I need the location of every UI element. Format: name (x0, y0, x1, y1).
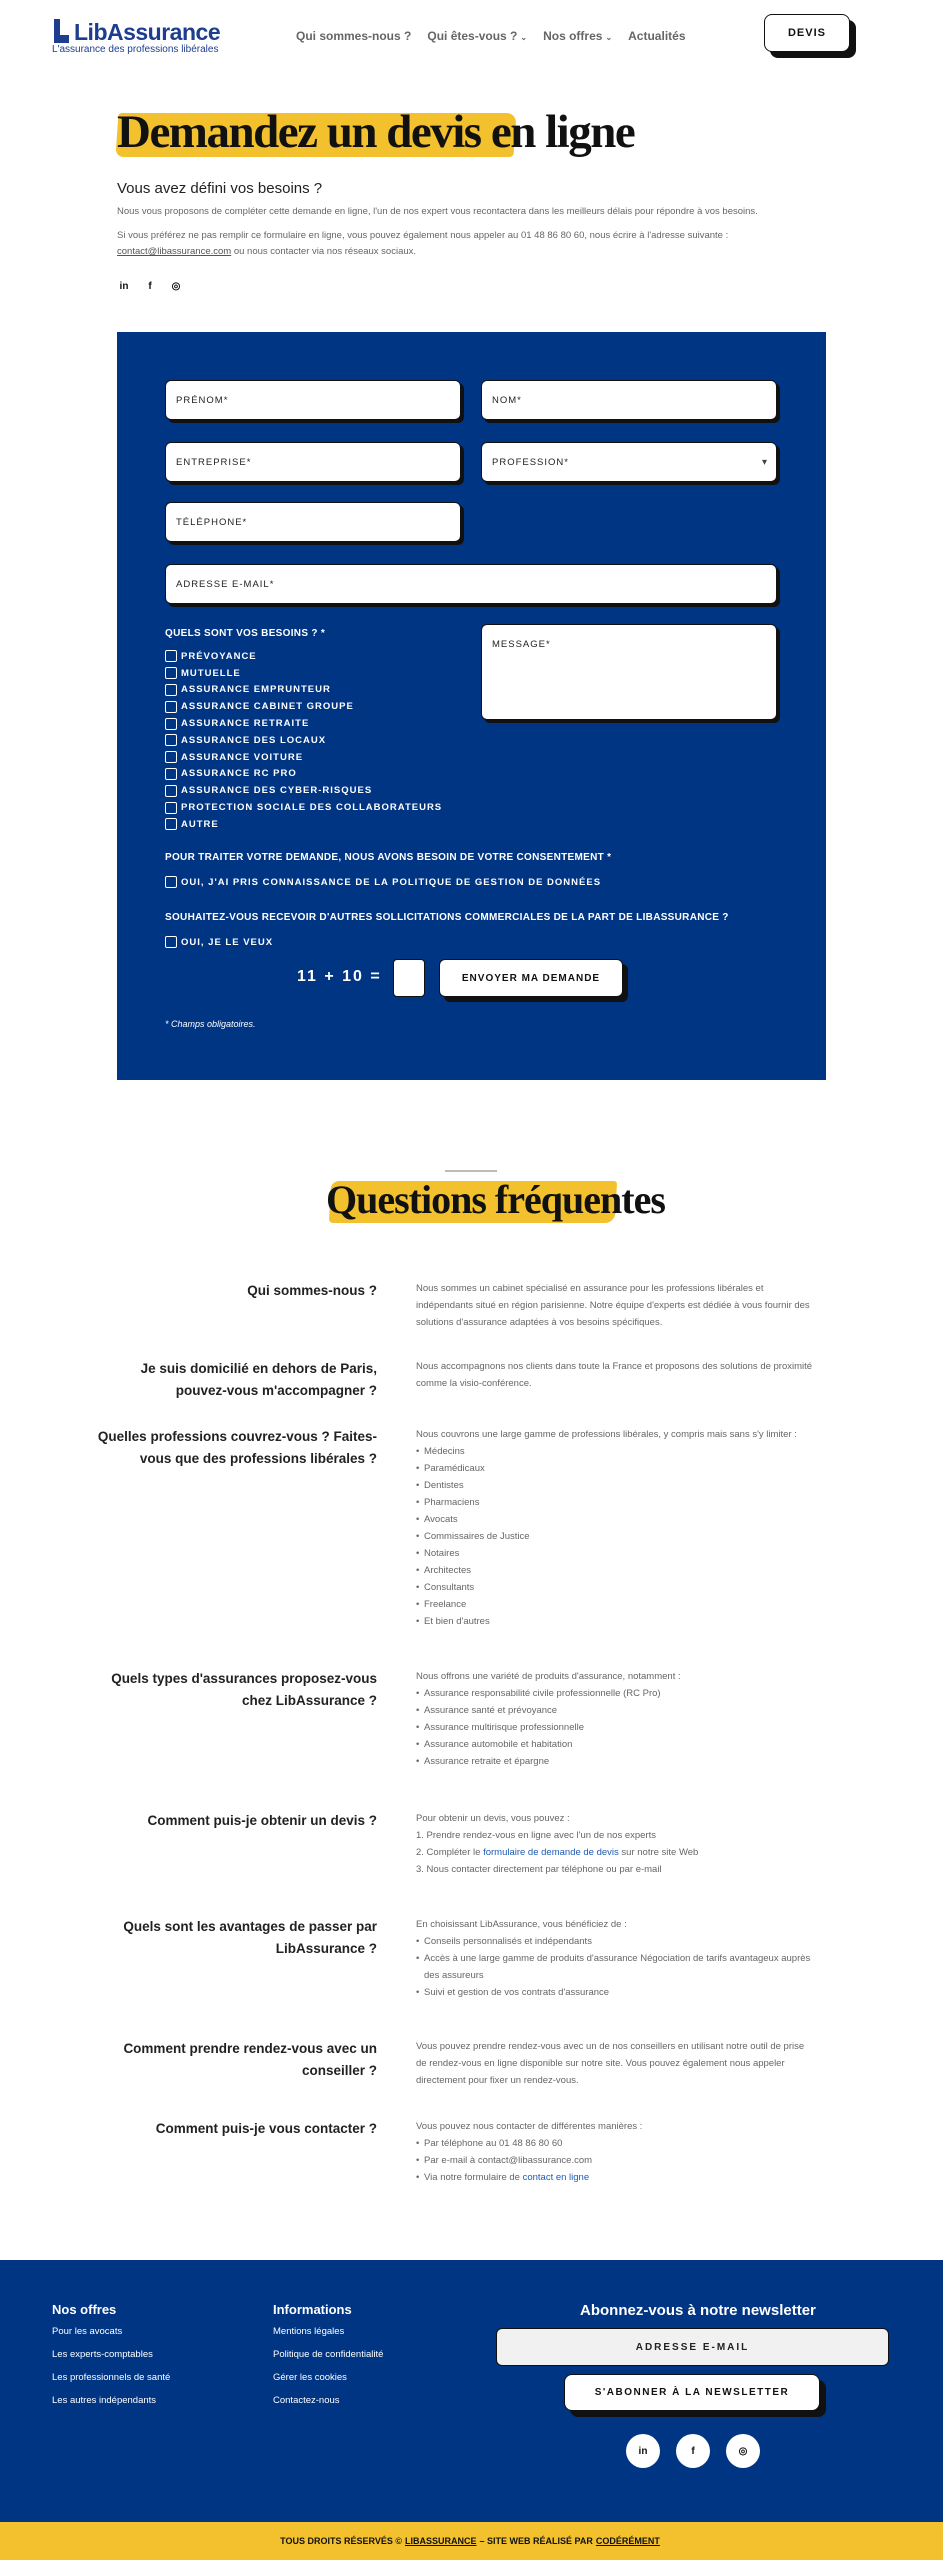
instagram-icon[interactable]: ◎ (726, 2434, 760, 2468)
checkbox-icon (165, 785, 177, 797)
logo-icon (52, 19, 70, 43)
checkbox-icon (165, 701, 177, 713)
checkbox-option[interactable]: MUTUELLE (165, 665, 442, 682)
checkbox-icon (165, 768, 177, 780)
checkbox-icon (165, 734, 177, 746)
newsletter-email-input[interactable]: ADRESSE E-MAIL (496, 2328, 889, 2366)
checkbox-icon (165, 650, 177, 662)
solicit-checkbox[interactable]: OUI, JE LE VEUX (165, 934, 273, 951)
nav-item-nos-offres[interactable]: Nos offres ⌄ (543, 29, 613, 43)
besoins-checkboxes (165, 648, 442, 833)
facebook-icon[interactable]: f (148, 280, 152, 292)
facebook-icon[interactable]: f (676, 2434, 710, 2468)
email-input[interactable]: ADRESSE E-MAIL* (165, 564, 777, 604)
site-header (0, 0, 943, 72)
footer-link[interactable]: Les professionnels de santé (52, 2372, 171, 2383)
footer-link[interactable]: Mentions légales (273, 2326, 345, 2337)
checkbox-icon (165, 684, 177, 696)
footer-link[interactable]: Gérer les cookies (273, 2372, 347, 2383)
checkbox-option[interactable]: ASSURANCE CABINET GROUPE (165, 698, 442, 715)
logo-text: LibAssurance (74, 19, 221, 45)
agency-link[interactable]: CODÉRÉMENT (595, 2536, 660, 2546)
submit-button[interactable]: ENVOYER MA DEMANDE (439, 959, 623, 997)
divider (445, 1170, 497, 1172)
mandatory-note: * Champs obligatoires. (165, 1019, 256, 1029)
checkbox-icon (165, 876, 177, 888)
nav-item-actualites[interactable]: Actualités (628, 29, 686, 43)
checkbox-icon (165, 718, 177, 730)
hero-subtitle: Vous avez défini vos besoins ? (117, 180, 323, 197)
footer-info-title: Informations (273, 2302, 352, 2317)
checkbox-option[interactable]: ASSURANCE DES CYBER-RISQUES (165, 782, 442, 799)
consent-checkbox[interactable]: OUI, J'AI PRIS CONNAISSANCE DE LA POLITIQUE DE GESTION DE DONNÉES (165, 874, 601, 891)
hero-social (118, 280, 182, 292)
contact-link[interactable]: contact en ligne (522, 2172, 590, 2183)
checkbox-option[interactable]: ASSURANCE RETRAITE (165, 715, 442, 732)
footer-link[interactable]: Contactez-nous (273, 2395, 340, 2406)
newsletter-title: Abonnez-vous à notre newsletter (580, 2302, 816, 2319)
besoins-label: QUELS SONT VOS BESOINS ? * (165, 628, 326, 639)
faq-answer: Nous accompagnons nos clients dans toute la France et proposons des solutions de proximité comme la visio-conférence. (416, 1361, 813, 1389)
faq-question: Quels sont les avantages de passer par LibAssurance ? (123, 1919, 377, 1956)
faq-answer: Vous pouvez prendre rendez-vous avec un de nos conseillers en utilisant notre outil de prise de rendez-vous en ligne disponible sur notre site. Vous pouvez également nous appeler directement pour fixer un rendez-vous. (416, 2041, 805, 2086)
checkbox-option[interactable]: PRÉVOYANCE (165, 648, 442, 665)
faq-question: Qui sommes-nous ? (247, 1283, 377, 1298)
profession-select[interactable]: PROFESSION* ▾ (481, 442, 777, 482)
faq-answer: Vous pouvez nous contacter de différentes manières : • Par téléphone au 01 48 86 80 60 • Par e-mail à contact@libassurance.com • Via notre formulaire de contact en ligne (416, 2118, 816, 2186)
telephone-input[interactable]: TÉLÉPHONE* (165, 502, 461, 542)
hero-intro: Nous vous proposons de compléter cette demande en ligne, l'un de nos expert vous recontactera dans les meilleurs délais pour répondre à vos besoins. (117, 206, 758, 217)
checkbox-icon (165, 818, 177, 830)
checkbox-icon (165, 667, 177, 679)
faq-answer: Nous sommes un cabinet spécialisé en assurance pour les professions libérales et indépendants situé en région parisienne. Notre équipe d'experts est dédiée à vous fournir des solutions d'assurance adaptées à vos besoins spécifiques. (416, 1283, 810, 1328)
footer-link[interactable]: Pour les avocats (52, 2326, 123, 2337)
quote-form (117, 332, 826, 1080)
faq-question: Quelles professions couvrez-vous ? Faites-vous que des professions libérales ? (97, 1429, 377, 1466)
checkbox-option[interactable]: ASSURANCE DES LOCAUX (165, 732, 442, 749)
entreprise-input[interactable]: ENTREPRISE* (165, 442, 461, 482)
faq-title: Questions fréquentes (326, 1177, 665, 1222)
checkbox-option[interactable]: ASSURANCE RC PRO (165, 766, 442, 783)
nom-input[interactable]: NOM* (481, 380, 777, 420)
checkbox-icon (165, 936, 177, 948)
devis-form-link[interactable]: formulaire de demande de devis (483, 1847, 619, 1858)
copyright-bar: TOUS DROITS RÉSERVÉS © LIBASSURANCE – SITE WEB RÉALISÉ PAR CODÉRÉMENT (0, 2522, 943, 2560)
nav-item-qui-etes-vous[interactable]: Qui êtes-vous ? ⌄ (427, 29, 528, 43)
footer-link[interactable]: Politique de confidentialité (273, 2349, 384, 2360)
faq-question: Comment prendre rendez-vous avec un conseiller ? (123, 2041, 377, 2078)
nav-item-qui-sommes-nous[interactable]: Qui sommes-nous ? (296, 29, 412, 43)
email-link[interactable]: contact@libassurance.com (117, 246, 232, 257)
consent-label: POUR TRAITER VOTRE DEMANDE, NOUS AVONS BESOIN DE VOTRE CONSENTEMENT * (165, 852, 612, 863)
instagram-icon[interactable]: ◎ (171, 280, 181, 292)
checkbox-option[interactable]: ASSURANCE VOITURE (165, 749, 442, 766)
faq-answer: Pour obtenir un devis, vous pouvez : 1. Prendre rendez-vous en ligne avec l'un de nos experts 2. Compléter le formulaire de demande de devis sur notre site Web 3. Nous contacter directement par téléphone ou par e-mail (416, 1813, 699, 1875)
message-textarea[interactable]: MESSAGE* (481, 624, 777, 720)
devis-button[interactable]: DEVIS (764, 14, 850, 52)
linkedin-icon[interactable]: in (626, 2434, 660, 2468)
checkbox-icon (165, 751, 177, 763)
checkbox-icon (165, 802, 177, 814)
newsletter-subscribe-button[interactable]: S'ABONNER À LA NEWSLETTER (564, 2374, 820, 2411)
footer-link[interactable]: Les experts-comptables (52, 2349, 153, 2360)
hero-contact-text: Si vous préférez ne pas remplir ce formulaire en ligne, vous pouvez également nous appeler au 01 48 86 80 60, nous écrire à l'adresse suivante : contact@libassurance.com ou nous contacter via nos réseaux sociaux. (117, 230, 729, 257)
prenom-input[interactable]: PRÉNOM* (165, 380, 461, 420)
faq-question: Comment puis-je vous contacter ? (155, 2121, 377, 2136)
page-title: Demandez un devis en ligne (117, 106, 635, 158)
captcha-question: 11 + 10 = (297, 968, 382, 985)
copyright-brand-link[interactable]: LIBASSURANCE (404, 2536, 477, 2546)
faq-answer: Nous offrons une variété de produits d'assurance, notamment : • Assurance responsabilité civile professionnelle (RC Pro) • Assurance santé et prévoyance • Assurance multirisque professionnelle • Assurance automobile et habitation • Assurance retraite et épargne (416, 1668, 816, 1770)
linkedin-icon[interactable]: in (119, 280, 129, 292)
faq-title-block (326, 1176, 665, 1223)
hero-title-block (117, 105, 634, 159)
chevron-down-icon: ⌄ (605, 33, 613, 42)
solicit-label: SOUHAITEZ-VOUS RECEVOIR D'AUTRES SOLLICITATIONS COMMERCIALES DE LA PART DE LIBASSURANCE ? (165, 912, 729, 923)
logo-tagline: L'assurance des professions libérales (52, 44, 219, 55)
checkbox-option[interactable]: ASSURANCE EMPRUNTEUR (165, 682, 442, 699)
site-footer (0, 2260, 943, 2522)
faq-answer: Nous couvrons une large gamme de professions libérales, y compris mais sans s'y limiter : • Médecins • Paramédicaux • Dentistes • Pharmaciens • Avocats • Commissaires de Justice • Notaires • Architectes • Consultants • Freelance • Et bien d'autres (416, 1426, 816, 1630)
checkbox-option[interactable]: AUTRE (165, 816, 442, 833)
faq-answer: En choisissant LibAssurance, vous bénéficiez de : • Conseils personnalisés et indépendants • Accès à une large gamme de produits d'assurance Négociation de tarifs avantageux auprès des assureurs • Suivi et gestion de vos contrats d'assurance (416, 1916, 816, 2001)
faq-question: Quels types d'assurances proposez-vous chez LibAssurance ? (111, 1671, 377, 1708)
footer-offres-title: Nos offres (52, 2302, 117, 2317)
chevron-down-icon: ⌄ (520, 33, 528, 42)
main-nav (296, 29, 686, 43)
footer-link[interactable]: Les autres indépendants (52, 2395, 157, 2406)
faq-question: Je suis domicilié en dehors de Paris, pouvez-vous m'accompagner ? (140, 1361, 377, 1398)
captcha-input[interactable] (393, 959, 425, 997)
faq-question: Comment puis-je obtenir un devis ? (147, 1813, 377, 1828)
checkbox-option[interactable]: PROTECTION SOCIALE DES COLLABORATEURS (165, 799, 442, 816)
